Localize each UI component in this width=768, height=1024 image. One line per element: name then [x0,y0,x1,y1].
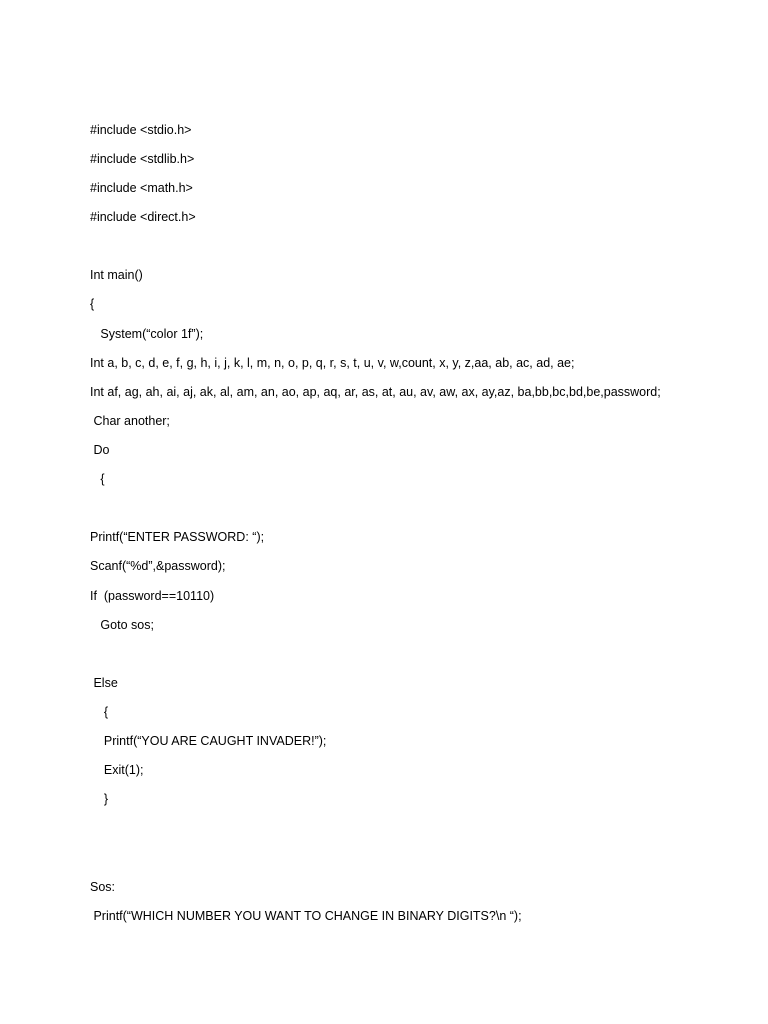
code-line-else: Else [90,676,118,690]
code-line-do-open-brace: { [90,472,105,486]
code-line-do: Do [90,443,110,457]
code-line-include-direct: #include <direct.h> [90,210,196,224]
code-line-else-open-brace: { [90,705,109,719]
code-line-system-color: System(“color 1f”); [90,327,204,341]
code-line-main-declaration: Int main() [90,268,143,282]
code-line-printf-caught-invader: Printf(“YOU ARE CAUGHT INVADER!”); [90,734,327,748]
code-line-scanf-password: Scanf(“%d”,&password); [90,559,226,573]
code-line-else-close-brace: } [90,792,109,806]
code-line-printf-binary-prompt: Printf(“WHICH NUMBER YOU WANT TO CHANGE IN BINARY DIGITS?\n “); [90,909,522,923]
code-line-goto-sos: Goto sos; [90,618,154,632]
code-line-include-math: #include <math.h> [90,181,193,195]
code-line-printf-enter-password: Printf(“ENTER PASSWORD: “); [90,530,265,544]
code-line-include-stdlib: #include <stdlib.h> [90,152,195,166]
code-line-sos-label: Sos: [90,880,116,894]
code-line-char-another: Char another; [90,414,170,428]
code-line-open-brace: { [90,297,95,311]
code-line-if-password: If (password==10110) [90,589,215,603]
code-line-int-variables-2: Int af, ag, ah, ai, aj, ak, al, am, an, ao, ap, aq, ar, as, at, au, av, aw, ax, ay,az, ba,bb,bc,bd,be,password; [90,385,661,399]
code-line-exit: Exit(1); [90,763,144,777]
code-line-int-variables-1: Int a, b, c, d, e, f, g, h, i, j, k, l, m, n, o, p, q, r, s, t, u, v, w,count, x, y, z,aa, ab, ac, ad, ae; [90,356,575,370]
code-line-include-stdio: #include <stdio.h> [90,123,192,137]
